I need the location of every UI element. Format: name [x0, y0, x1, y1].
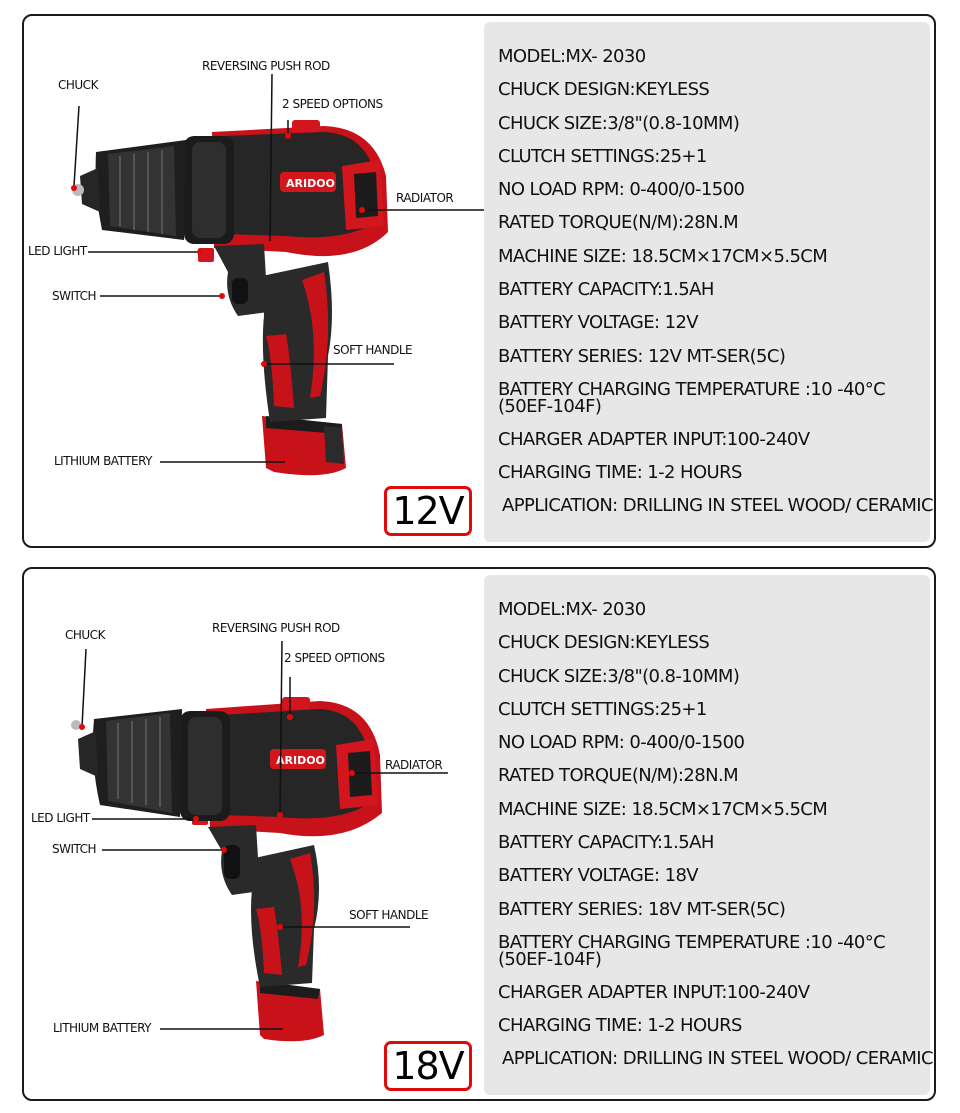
label-radiator: RADIATOR: [396, 191, 454, 205]
spec-chuck-size: CHUCK SIZE:3/8"(0.8-10MM): [498, 113, 740, 134]
spec-charging-temperature: BATTERY CHARGING TEMPERATURE :10 -40°C (50EF-104F): [498, 379, 886, 417]
product-panel-18v: [22, 567, 936, 1101]
label-switch: SWITCH: [52, 289, 97, 303]
spec-model: MODEL:MX- 2030: [498, 46, 646, 67]
spec-model: MODEL:MX- 2030: [498, 599, 646, 620]
spec-battery-capacity: BATTERY CAPACITY:1.5AH: [498, 279, 714, 300]
spec-machine-size: MACHINE SIZE: 18.5CM×17CM×5.5CM: [498, 799, 828, 820]
drill-illustration: [24, 16, 484, 546]
label-switch: SWITCH: [52, 842, 97, 856]
spec-clutch-settings: CLUTCH SETTINGS:25+1: [498, 146, 707, 167]
spec-machine-size: MACHINE SIZE: 18.5CM×17CM×5.5CM: [498, 246, 828, 267]
label-radiator: RADIATOR: [385, 758, 443, 772]
spec-battery-voltage: BATTERY VOLTAGE: 18V: [498, 865, 699, 886]
spec-charger-input: CHARGER ADAPTER INPUT:100-240V: [498, 982, 810, 1003]
label-lithium-battery: LITHIUM BATTERY: [53, 1021, 152, 1035]
spec-charger-input: CHARGER ADAPTER INPUT:100-240V: [498, 429, 810, 450]
label-chuck: CHUCK: [65, 628, 105, 642]
label-soft-handle: SOFT HANDLE: [349, 908, 429, 922]
spec-chuck-size: CHUCK SIZE:3/8"(0.8-10MM): [498, 666, 740, 687]
spec-chuck-design: CHUCK DESIGN:KEYLESS: [498, 632, 710, 653]
spec-charging-temperature: BATTERY CHARGING TEMPERATURE :10 -40°C (50EF-104F): [498, 932, 886, 970]
spec-battery-series: BATTERY SERIES: 18V MT-SER(5C): [498, 899, 786, 920]
spec-charging-time: CHARGING TIME: 1-2 HOURS: [498, 462, 742, 483]
spec-rated-torque: RATED TORQUE(N/M):28N.M: [498, 765, 739, 786]
spec-charging-time: CHARGING TIME: 1-2 HOURS: [498, 1015, 742, 1036]
spec-no-load-rpm: NO LOAD RPM: 0-400/0-1500: [498, 179, 745, 200]
spec-clutch-settings: CLUTCH SETTINGS:25+1: [498, 699, 707, 720]
cordless-drill-image: [24, 569, 484, 1099]
product-panel-12v: [22, 14, 936, 548]
brand-logo-text: ARIDOO: [286, 177, 335, 190]
drill-illustration: [24, 569, 484, 1099]
spec-battery-series: BATTERY SERIES: 12V MT-SER(5C): [498, 346, 786, 367]
spec-battery-capacity: BATTERY CAPACITY:1.5AH: [498, 832, 714, 853]
spec-no-load-rpm: NO LOAD RPM: 0-400/0-1500: [498, 732, 745, 753]
brand-logo-text: ARIDOO: [276, 754, 325, 767]
label-soft-handle: SOFT HANDLE: [333, 343, 413, 357]
label-2-speed-options: 2 SPEED OPTIONS: [282, 97, 383, 111]
spec-rated-torque: RATED TORQUE(N/M):28N.M: [498, 212, 739, 233]
spec-list: [484, 22, 933, 542]
spec-application: APPLICATION: DRILLING IN STEEL WOOD/ CERAMIC: [502, 495, 933, 516]
label-led-light: LED LIGHT: [28, 244, 87, 258]
voltage-badge: 18V: [384, 1041, 472, 1091]
spec-list: [484, 575, 933, 1095]
spec-battery-voltage: BATTERY VOLTAGE: 12V: [498, 312, 699, 333]
label-reversing-push-rod: REVERSING PUSH ROD: [212, 621, 340, 635]
spec-chuck-design: CHUCK DESIGN:KEYLESS: [498, 79, 710, 100]
label-chuck: CHUCK: [58, 78, 98, 92]
label-2-speed-options: 2 SPEED OPTIONS: [284, 651, 385, 665]
label-reversing-push-rod: REVERSING PUSH ROD: [202, 59, 330, 73]
voltage-badge: 12V: [384, 486, 472, 536]
spec-application: APPLICATION: DRILLING IN STEEL WOOD/ CERAMIC: [502, 1048, 933, 1069]
label-led-light: LED LIGHT: [31, 811, 90, 825]
label-lithium-battery: LITHIUM BATTERY: [54, 454, 153, 468]
